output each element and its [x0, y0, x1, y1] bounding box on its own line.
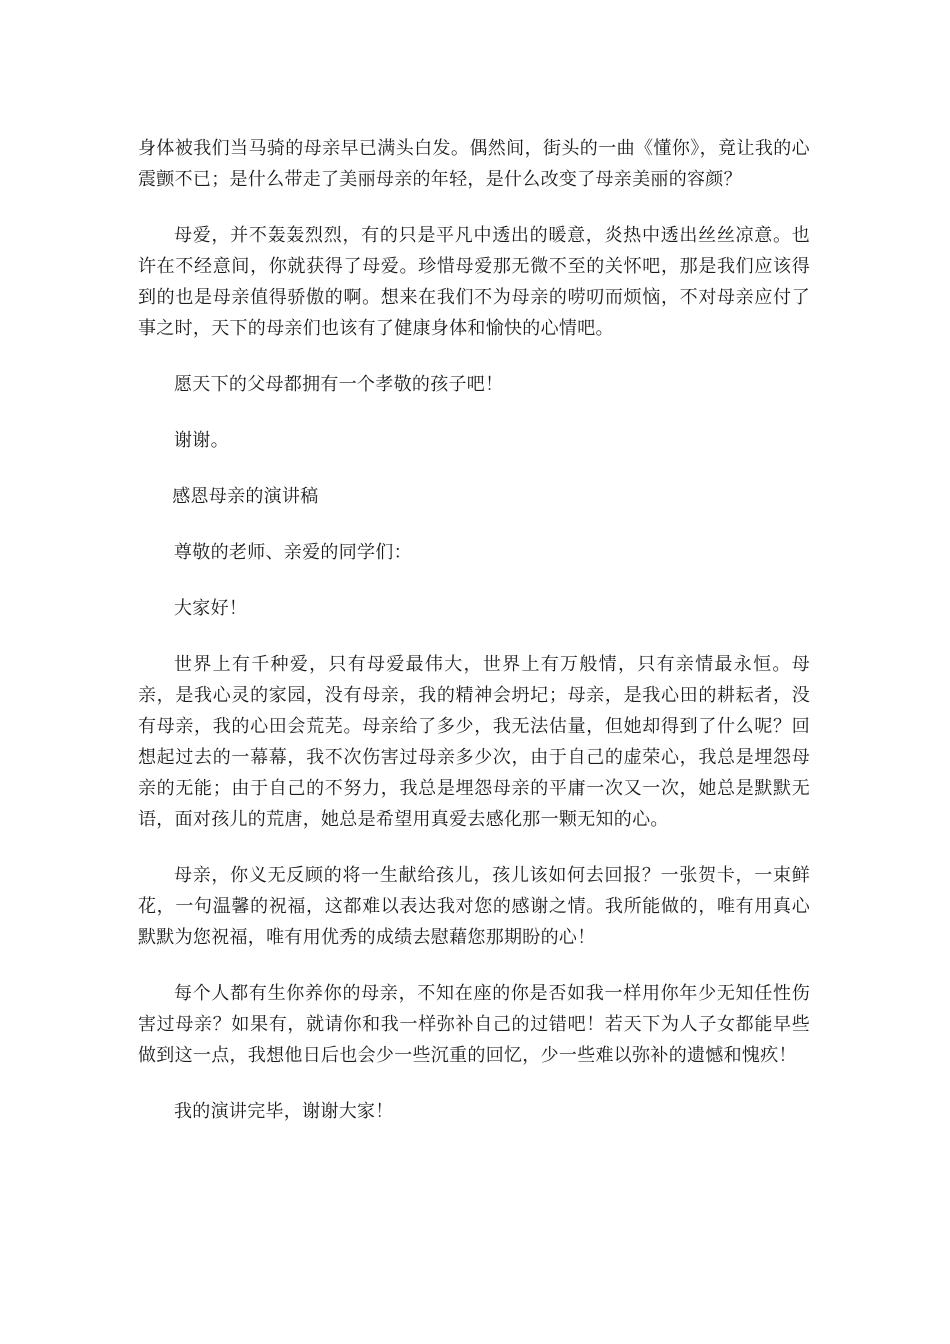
closing: 我的演讲完毕，谢谢大家！: [174, 1101, 394, 1122]
paragraph-mother-love: 母爱，并不轰轰烈烈，有的只是平凡中透出的暖意，炎热中透出丝丝凉意。也许在不经意间，你就获得了母爱。珍惜母爱那无微不至的关怀吧，那是我们应该得到的也是母亲值得骄傲的啊。想来在我们不为母亲的唠叨而烦恼，不对母亲应付了事之时，天下的母亲们也该有了健康身体和愉快的心情吧。: [138, 225, 810, 339]
paragraph-wish: 愿天下的父母都拥有一个孝敬的孩子吧！: [174, 374, 504, 395]
paragraph-repay: 母亲，你义无反顾的将一生献给孩儿，孩儿该如何去回报？一张贺卡，一束鲜花，一句温馨的祝福，这都难以表达我对您的感谢之情。我所能做的，唯有用真心默默为您祝福，唯有用优秀的成绩去慰藉您那期盼的心！: [138, 865, 810, 948]
document-page: [138, 133, 810, 1152]
paragraph-everyone: 每个人都有生你养你的母亲，不知在座的你是否如我一样用你年少无知任性伤害过母亲？如果有，就请你和我一样弥补自己的过错吧！若天下为人子女都能早些做到这一点，我想他日后也会少一些沉重的回忆，少一些难以弥补的遗憾和愧疚！: [138, 983, 810, 1066]
speech-title: 感恩母亲的演讲稿: [172, 486, 319, 507]
salutation: 尊敬的老师、亲爱的同学们：: [174, 542, 412, 563]
paragraph-continuation: 身体被我们当马骑的母亲早已满头白发。偶然间，街头的一曲《懂你》，竟让我的心震颤不已；是什么带走了美丽母亲的年轻，是什么改变了母亲美丽的容颜？: [138, 138, 810, 190]
paragraph-world-love: 世界上有千种爱，只有母爱最伟大，世界上有万般情，只有亲情最永恒。母亲，是我心灵的家园，没有母亲，我的精神会坍圮；母亲，是我心田的耕耘者，没有母亲，我的心田会荒芜。母亲给了多少，我无法估量，但她却得到了什么呢？回想起过去的一幕幕，我不次伤害过母亲多少次，由于自己的虚荣心，我总是埋怨母亲的无能；由于自己的不努力，我总是埋怨母亲的平庸一次又一次，她总是默默无语，面对孩儿的荒唐，她总是希望用真爱去感化那一颗无知的心。: [138, 654, 810, 830]
paragraph-thanks: 谢谢。: [174, 430, 229, 451]
greeting: 大家好！: [174, 598, 248, 619]
